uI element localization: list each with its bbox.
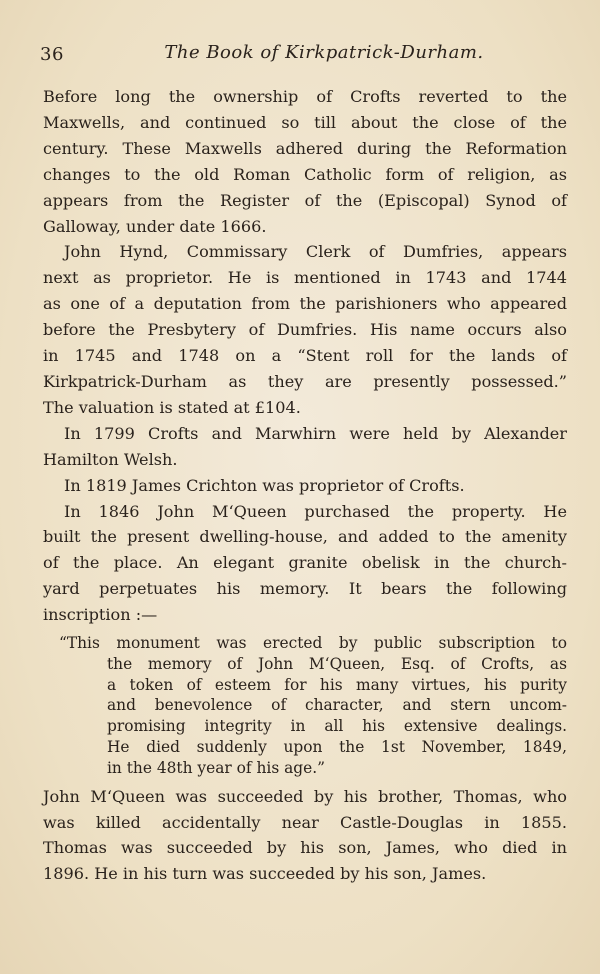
text-line: Hamilton Welsh.: [43, 449, 178, 469]
quote-line: the memory of John M‘Queen, Esq. of Crofts, as: [107, 654, 567, 673]
text-line: In 1819 James Crichton was proprietor of Crofts.: [64, 475, 465, 495]
page-body: [43, 84, 567, 887]
text-line: in 1745 and 1748 on a “Stent roll for the lands of: [43, 346, 567, 366]
quote-line: in the 48th year of his age.”: [107, 758, 326, 777]
page-number: 36: [40, 44, 64, 65]
running-title: The Book of Kirkpatrick-Durham.: [164, 42, 484, 63]
quote-line: and benevolence of character, and stern uncom-: [107, 696, 567, 715]
paragraphs: [43, 84, 567, 628]
text-line: The valuation is stated at £104.: [43, 397, 301, 417]
paragraph: [43, 473, 567, 499]
text-line: Kirkpatrick-Durham as they are presently possessed.”: [43, 371, 567, 391]
page-header: [40, 40, 568, 70]
text-line: Maxwells, and continued so till about the close of the: [43, 112, 567, 132]
text-line: In 1846 John M‘Queen purchased the property. He: [64, 501, 567, 521]
quote-line: a token of esteem for his many virtues, his purity: [107, 675, 567, 694]
paragraph: [43, 84, 567, 239]
text-line: next as proprietor. He is mentioned in 1743 and 1744: [43, 268, 567, 288]
text-line: 1896. He in his turn was succeeded by his son, James.: [43, 864, 487, 884]
text-line: century. These Maxwells adhered during the Reformation: [43, 138, 567, 158]
inscription-quote: [43, 628, 567, 784]
text-line: as one of a deputation from the parishioners who appeared: [43, 294, 567, 314]
paragraph: [43, 499, 567, 629]
quote-line: He died suddenly upon the 1st November, 1849,: [107, 738, 567, 757]
text-line: appears from the Register of the (Episcopal) Synod of: [43, 190, 567, 210]
text-line: before the Presbytery of Dumfries. His name occurs also: [43, 320, 567, 340]
text-line: John M‘Queen was succeeded by his brother, Thomas, who: [43, 786, 567, 806]
paragraph: [43, 784, 567, 888]
text-line: of the place. An elegant granite obelisk in the church-: [43, 553, 567, 573]
text-line: changes to the old Roman Catholic form of religion, as: [43, 164, 567, 184]
paragraph: [43, 239, 567, 420]
closing-paragraph: [43, 784, 567, 888]
text-line: In 1799 Crofts and Marwhirn were held by Alexander: [64, 423, 567, 443]
text-line: built the present dwelling-house, and added to the amenity: [43, 527, 567, 547]
text-line: was killed accidentally near Castle-Douglas in 1855.: [43, 812, 567, 832]
text-line: Before long the ownership of Crofts reverted to the: [43, 87, 567, 106]
text-line: inscription :—: [43, 605, 158, 625]
quote-line: promising integrity in all his extensive dealings.: [107, 717, 567, 736]
text-line: John Hynd, Commissary Clerk of Dumfries, appears: [64, 242, 567, 262]
text-line: Galloway, under date 1666.: [43, 216, 267, 236]
paragraph: [43, 421, 567, 473]
text-line: yard perpetuates his memory. It bears the following: [43, 579, 567, 599]
quote-line: “This monument was erected by public subscription to: [59, 634, 567, 653]
text-line: Thomas was succeeded by his son, James, who died in: [43, 838, 567, 858]
